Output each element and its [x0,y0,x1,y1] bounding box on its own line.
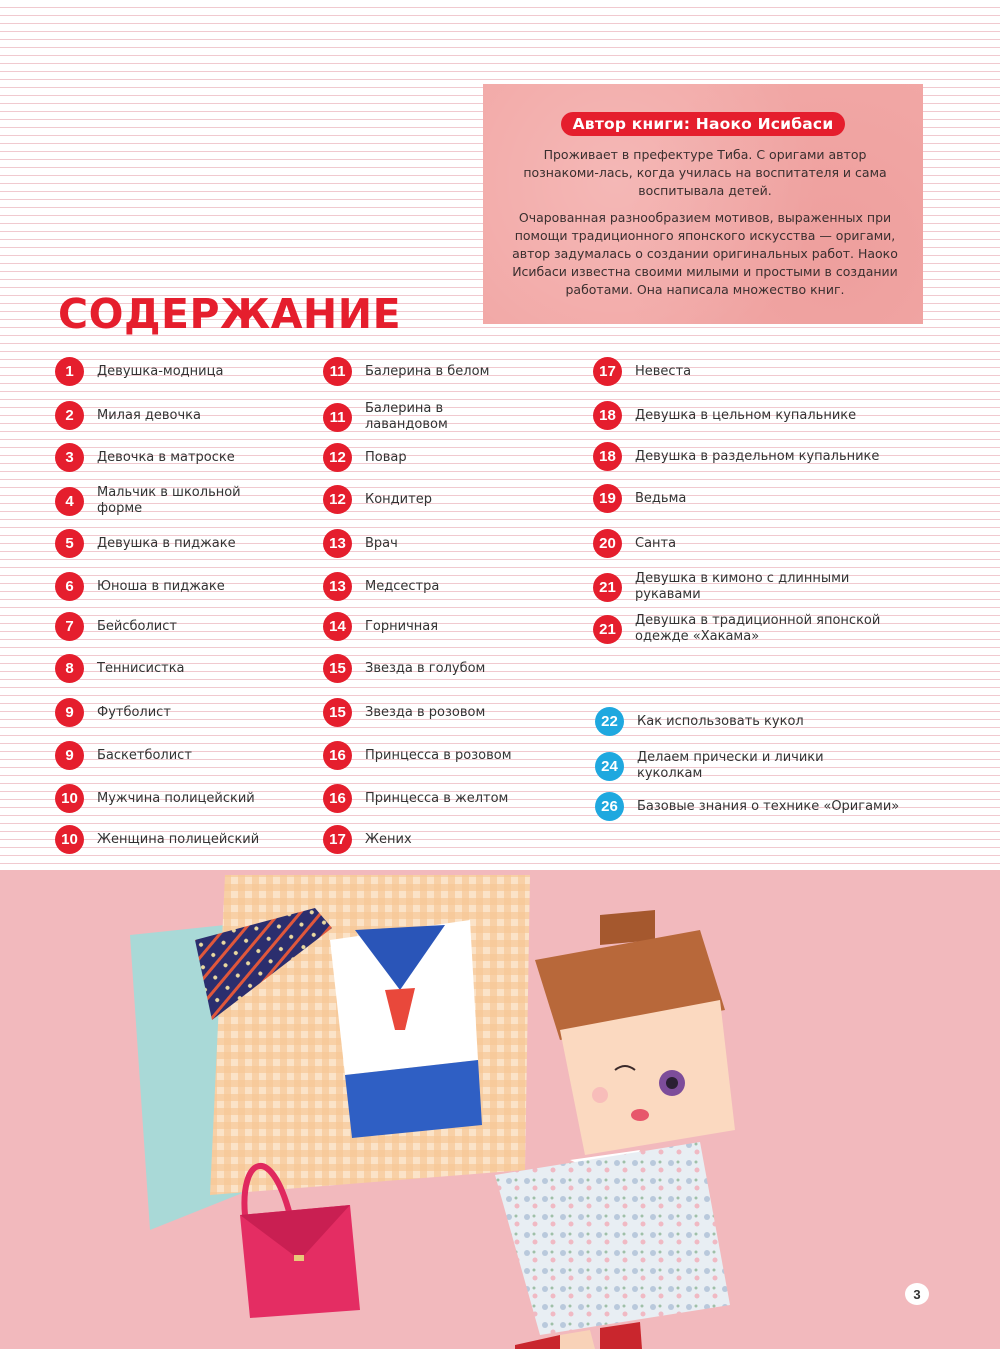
toc-item-label: Девушка в кимоно с длинными рукавами [635,571,850,602]
toc-item-label: Балерина в белом [365,363,490,379]
toc-item-label: Бейсболист [97,618,177,634]
toc-item[interactable] [55,654,185,683]
toc-page-number: 19 [593,484,622,513]
toc-item-label: Милая девочка [97,407,201,423]
toc-item-label: Принцесса в розовом [365,747,512,763]
toc-page-number: 16 [323,784,352,813]
toc-item[interactable] [323,572,439,601]
toc-page-number: 2 [55,401,84,430]
toc-page-number: 15 [323,698,352,727]
toc-item-label: Девочка в матроске [97,449,235,465]
toc-page-number: 18 [593,401,622,430]
toc-item[interactable] [323,401,475,433]
toc-page-number: 3 [55,443,84,472]
toc-item[interactable] [323,784,508,813]
toc-page-number: 7 [55,612,84,641]
toc-page-number: 10 [55,825,84,854]
toc-item-label: Принцесса в желтом [365,790,509,806]
toc-item[interactable] [55,741,192,770]
toc-item-label: Повар [365,449,407,465]
toc-item[interactable] [55,357,223,386]
author-paragraph-1: Проживает в префектуре Тиба. С оригами автор познакоми-лась, когда училась на воспитателя и сама воспитывала детей. [523,147,887,198]
toc-item[interactable] [323,529,398,558]
toc-item-label: Футболист [97,704,171,720]
toc-item[interactable] [593,442,879,471]
toc-page-number: 13 [323,572,352,601]
toc-item[interactable] [595,750,837,782]
toc-item-label: Девушка в пиджаке [97,535,236,551]
toc-item[interactable] [55,529,236,558]
toc-item[interactable] [323,443,407,472]
toc-page-number: 16 [323,741,352,770]
page-number: 3 [905,1283,929,1305]
toc-item[interactable] [593,484,686,513]
toc-item-label: Горничная [365,618,439,634]
toc-page-number: 9 [55,741,84,770]
toc-item[interactable] [55,572,225,601]
toc-item[interactable] [323,357,489,386]
toc-item-label: Мальчик в школьной форме [97,485,241,516]
toc-page-number: 10 [55,784,84,813]
author-title: Автор книги: Наоко Исибаси [561,112,846,136]
toc-item[interactable] [323,654,485,683]
toc-item[interactable] [55,698,171,727]
toc-item[interactable] [323,485,432,514]
toc-item-label: Ведьма [635,490,687,506]
author-box [483,84,923,324]
toc-item[interactable] [55,443,235,472]
toc-page-number: 24 [595,752,624,781]
toc-page-number: 12 [323,443,352,472]
toc-item[interactable] [323,741,512,770]
toc-page-number: 1 [55,357,84,386]
toc-page-number: 17 [323,825,352,854]
toc-item-label: Базовые знания о технике «Оригами» [637,798,900,814]
toc-title: СОДЕРЖАНИЕ [58,290,402,338]
toc-item-label: Звезда в розовом [365,704,486,720]
toc-item-label: Девушка-модница [97,363,224,379]
toc-item[interactable] [55,612,177,641]
toc-page-number: 4 [55,487,84,516]
toc-page-number: 15 [323,654,352,683]
toc-item-label: Делаем прически и личики куколкам [637,750,824,781]
toc-page-number: 14 [323,612,352,641]
toc-item[interactable] [593,529,676,558]
toc-item[interactable] [593,613,885,645]
toc-page-number: 11 [323,357,352,386]
toc-page-number: 20 [593,529,622,558]
origami-doll-boot [515,1335,560,1349]
toc-item-label: Жених [365,831,412,847]
toc-item[interactable] [593,401,856,430]
toc-page-number: 13 [323,529,352,558]
toc-item-label: Баскетболист [97,747,192,763]
toc-item[interactable] [595,792,899,821]
toc-page-number: 9 [55,698,84,727]
toc-page-number: 18 [593,442,622,471]
toc-page-number: 21 [593,615,622,644]
toc-item[interactable] [593,357,691,386]
toc-page-number: 8 [55,654,84,683]
toc-item-label: Девушка в цельном купальнике [635,407,857,423]
toc-item-label: Звезда в голубом [365,660,486,676]
toc-item-label: Теннисистка [97,660,185,676]
toc-item-label: Девушка в традиционной японской одежде «Хакама» [635,613,881,644]
toc-item-label: Невеста [635,363,692,379]
toc-item[interactable] [593,571,865,603]
toc-item-label: Медсестра [365,578,440,594]
toc-item-label: Врач [365,535,398,551]
toc-item[interactable] [323,698,485,727]
origami-doll-dress [495,1142,730,1335]
toc-item[interactable] [595,707,804,736]
toc-page-number: 21 [593,573,622,602]
toc-page-number: 22 [595,707,624,736]
origami-illustration [0,870,1000,1349]
toc-page-number: 5 [55,529,84,558]
toc-item-label: Мужчина полицейский [97,790,255,806]
toc-page-number: 6 [55,572,84,601]
toc-item-label: Как использовать кукол [637,713,804,729]
toc-item[interactable] [323,612,438,641]
toc-page-number: 12 [323,485,352,514]
toc-item[interactable] [55,401,201,430]
toc-item-label: Балерина в лавандовом [365,401,448,432]
toc-item[interactable] [55,784,255,813]
toc-item-label: Юноша в пиджаке [97,578,225,594]
toc-item-label: Девушка в раздельном купальнике [635,448,880,464]
toc-item[interactable] [55,825,259,854]
toc-item-label: Санта [635,535,677,551]
toc-page-number: 17 [593,357,622,386]
toc-item[interactable] [323,825,412,854]
toc-item-label: Кондитер [365,491,432,507]
toc-page-number: 26 [595,792,624,821]
toc-item-label: Женщина полицейский [97,831,260,847]
author-paragraph-2: Очарованная разнообразием мотивов, выраженных при помощи традиционного японского искусства — оригами, автор задумалась о создании оригинальных работ. Наоко Исибаси известна своими милыми и простыми в создании работами. Она написала множество книг. [512,210,898,297]
toc-item[interactable] [55,485,257,517]
origami-photo [0,870,1000,1349]
toc-page-number: 11 [323,403,352,432]
